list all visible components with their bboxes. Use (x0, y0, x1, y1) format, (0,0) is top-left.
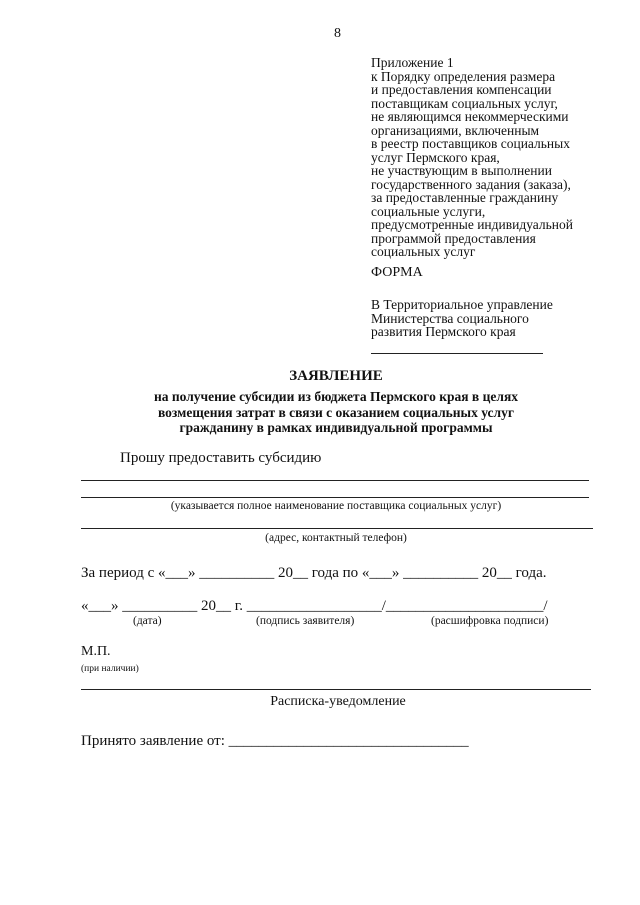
appendix-line: социальных услуг (371, 244, 476, 259)
date-signature-line[interactable]: «___» __________ 20__ г. __________________/_____________________/ (81, 598, 548, 614)
page-number: 8 (334, 26, 341, 41)
appendix-line: государственного задания (заказа), (371, 176, 571, 192)
recipient-line: Министерства социального (371, 310, 529, 326)
appendix-line: за предоставленные гражданину (371, 190, 559, 205)
appendix-line: услуг Пермского края, (371, 149, 500, 165)
appendix-line: не участвующим в выполнении (371, 163, 552, 178)
provider-fill-line-1[interactable] (81, 480, 589, 481)
recipient-line: В Территориальное управление (371, 297, 553, 312)
separator-line (81, 689, 591, 690)
recipient-line: развития Пермского края (371, 324, 516, 339)
recipient-block (371, 298, 553, 339)
appendix-line: не являющимся некоммерческими (371, 109, 569, 124)
provider-fill-line-2[interactable] (81, 497, 589, 498)
signature-caption: (подпись заявителя) (256, 615, 355, 627)
address-caption: (адрес, контактный телефон) (265, 532, 407, 544)
appendix-line: поставщикам социальных услуг, (371, 95, 558, 111)
signature-decode-caption: (расшифровка подписи) (431, 615, 549, 627)
stamp-label: М.П. (81, 644, 111, 659)
appendix-line: в реестр поставщиков социальных (371, 136, 570, 151)
request-text: Прошу предоставить субсидию (120, 450, 322, 466)
receipt-title: Расписка-уведомление (270, 694, 406, 709)
document-subtitle (0, 389, 640, 436)
provider-caption: (указывается полное наименование поставщика социальных услуг) (170, 500, 502, 512)
appendix-line: предусмотренные индивидуальной (371, 217, 573, 232)
appendix-line: к Порядку определения размера (371, 68, 556, 84)
appendix-line: и предоставления компенсации (371, 82, 552, 97)
period-line[interactable]: За период с «___» __________ 20__ года по «___» __________ 20__ года. (81, 565, 547, 581)
subtitle-line: гражданину в рамках индивидуальной программы (179, 420, 493, 435)
appendix-line: социальные услуги, (371, 203, 486, 219)
appendix-block (371, 56, 573, 259)
appendix-line: организациями, включенным (371, 122, 540, 138)
appendix-line: программой предоставления (371, 230, 536, 246)
accepted-from-line[interactable]: Принято заявление от: ________________________________ (81, 733, 469, 749)
document-title: ЗАЯВЛЕНИЕ (289, 368, 383, 384)
subtitle-line: возмещения затрат в связи с оказанием социальных услуг (157, 404, 515, 420)
form-label: ФОРМА (371, 265, 423, 280)
subtitle-line: на получение субсидии из бюджета Пермского края в целях (153, 389, 519, 404)
appendix-line: Приложение 1 (371, 55, 454, 70)
date-caption: (дата) (133, 615, 162, 627)
stamp-note: (при наличии) (81, 664, 139, 674)
recipient-fill-line[interactable] (371, 353, 543, 354)
address-fill-line[interactable] (81, 528, 593, 529)
